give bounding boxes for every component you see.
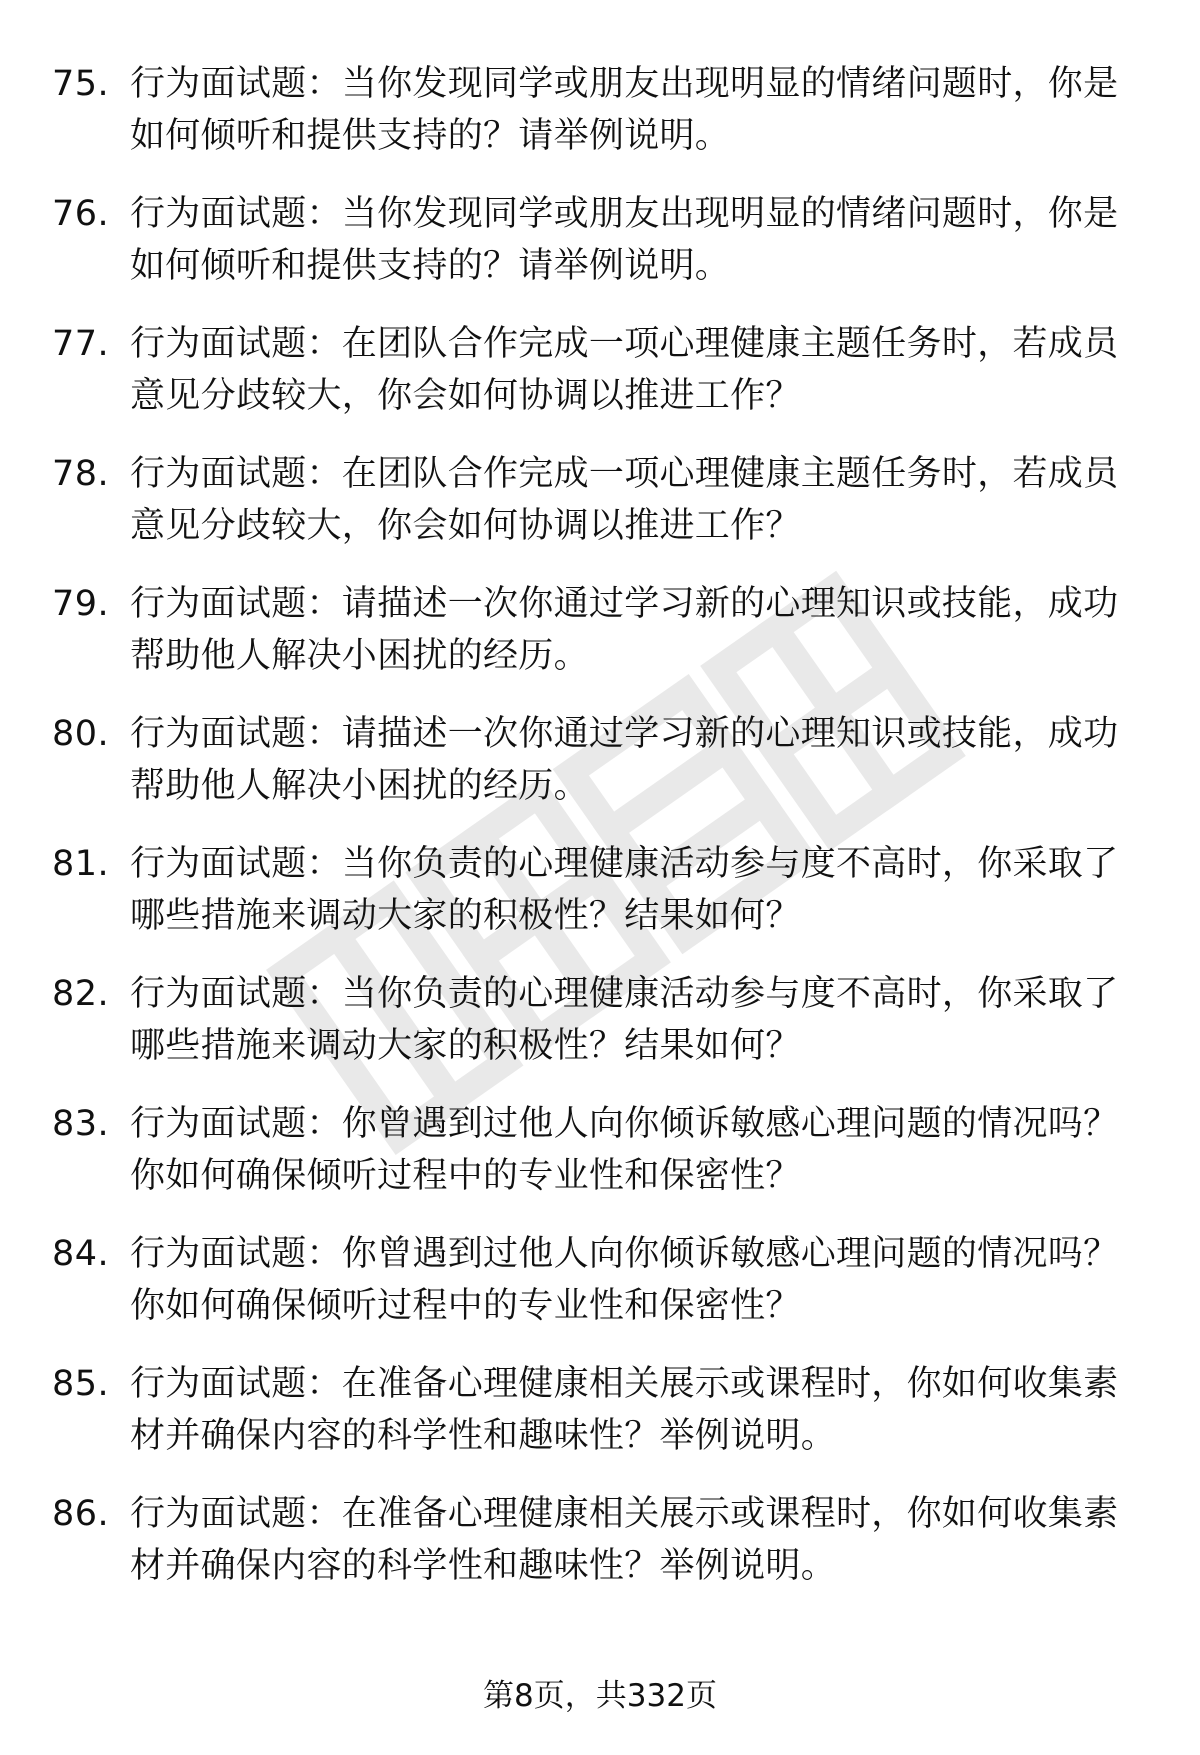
question-text xyxy=(130,578,1148,682)
page-number-label: 第8页，共332页 xyxy=(483,1678,717,1714)
question-line: 行为面试题：你曾遇到过他人向你倾诉敏感心理问题的情况吗？ xyxy=(130,1104,1119,1144)
question-line: 哪些措施来调动大家的积极性？结果如何？ xyxy=(130,1026,801,1066)
question-number: 85. xyxy=(52,1364,110,1404)
question-line: 帮助他人解决小困扰的经历。 xyxy=(130,766,589,806)
question-item xyxy=(0,1358,1200,1488)
question-line: 行为面试题：在团队合作完成一项心理健康主题任务时，若成员 xyxy=(130,454,1119,494)
question-item xyxy=(0,1488,1200,1618)
question-text xyxy=(130,968,1148,1072)
question-line: 你如何确保倾听过程中的专业性和保密性？ xyxy=(130,1156,801,1196)
question-line: 行为面试题：在团队合作完成一项心理健康主题任务时，若成员 xyxy=(130,324,1119,364)
question-line: 材并确保内容的科学性和趣味性？举例说明。 xyxy=(130,1546,837,1586)
question-text xyxy=(130,1488,1148,1592)
question-line: 材并确保内容的科学性和趣味性？举例说明。 xyxy=(130,1416,837,1456)
question-line: 如何倾听和提供支持的？请举例说明。 xyxy=(130,116,731,156)
question-item xyxy=(0,318,1200,448)
question-line: 行为面试题：请描述一次你通过学习新的心理知识或技能，成功 xyxy=(130,584,1119,624)
question-text xyxy=(130,58,1148,162)
question-number: 80. xyxy=(52,714,110,754)
question-text xyxy=(130,1358,1148,1462)
question-line: 意见分歧较大，你会如何协调以推进工作？ xyxy=(130,506,801,546)
question-line: 行为面试题：请描述一次你通过学习新的心理知识或技能，成功 xyxy=(130,714,1119,754)
question-number: 84. xyxy=(52,1234,110,1274)
question-number: 86. xyxy=(52,1494,110,1534)
question-number: 76. xyxy=(52,194,110,234)
question-item xyxy=(0,188,1200,318)
question-line: 如何倾听和提供支持的？请举例说明。 xyxy=(130,246,731,286)
question-item xyxy=(0,58,1200,188)
question-text xyxy=(130,838,1148,942)
question-item xyxy=(0,448,1200,578)
question-line: 你如何确保倾听过程中的专业性和保密性？ xyxy=(130,1286,801,1326)
question-text xyxy=(130,1228,1148,1332)
question-text xyxy=(130,188,1148,292)
question-item xyxy=(0,1228,1200,1358)
question-line: 哪些措施来调动大家的积极性？结果如何？ xyxy=(130,896,801,936)
question-line: 帮助他人解决小困扰的经历。 xyxy=(130,636,589,676)
question-text xyxy=(130,708,1148,812)
question-line: 行为面试题：当你发现同学或朋友出现明显的情绪问题时，你是 xyxy=(130,64,1119,104)
page-footer xyxy=(0,1676,1200,1716)
question-item xyxy=(0,708,1200,838)
question-line: 行为面试题：在准备心理健康相关展示或课程时，你如何收集素 xyxy=(130,1494,1119,1534)
question-item xyxy=(0,838,1200,968)
question-line: 行为面试题：你曾遇到过他人向你倾诉敏感心理问题的情况吗？ xyxy=(130,1234,1119,1274)
question-item xyxy=(0,968,1200,1098)
question-item xyxy=(0,578,1200,708)
question-line: 行为面试题：当你负责的心理健康活动参与度不高时，你采取了 xyxy=(130,844,1119,884)
question-text xyxy=(130,448,1148,552)
question-number: 78. xyxy=(52,454,110,494)
question-number: 82. xyxy=(52,974,110,1014)
question-number: 81. xyxy=(52,844,110,884)
question-number: 79. xyxy=(52,584,110,624)
question-item xyxy=(0,1098,1200,1228)
question-line: 行为面试题：在准备心理健康相关展示或课程时，你如何收集素 xyxy=(130,1364,1119,1404)
question-text xyxy=(130,1098,1148,1202)
question-line: 行为面试题：当你负责的心理健康活动参与度不高时，你采取了 xyxy=(130,974,1119,1014)
question-line: 行为面试题：当你发现同学或朋友出现明显的情绪问题时，你是 xyxy=(130,194,1119,234)
question-line: 意见分歧较大，你会如何协调以推进工作？ xyxy=(130,376,801,416)
question-text xyxy=(130,318,1148,422)
question-number: 75. xyxy=(52,64,110,104)
question-list xyxy=(0,58,1200,1618)
question-number: 77. xyxy=(52,324,110,364)
question-number: 83. xyxy=(52,1104,110,1144)
